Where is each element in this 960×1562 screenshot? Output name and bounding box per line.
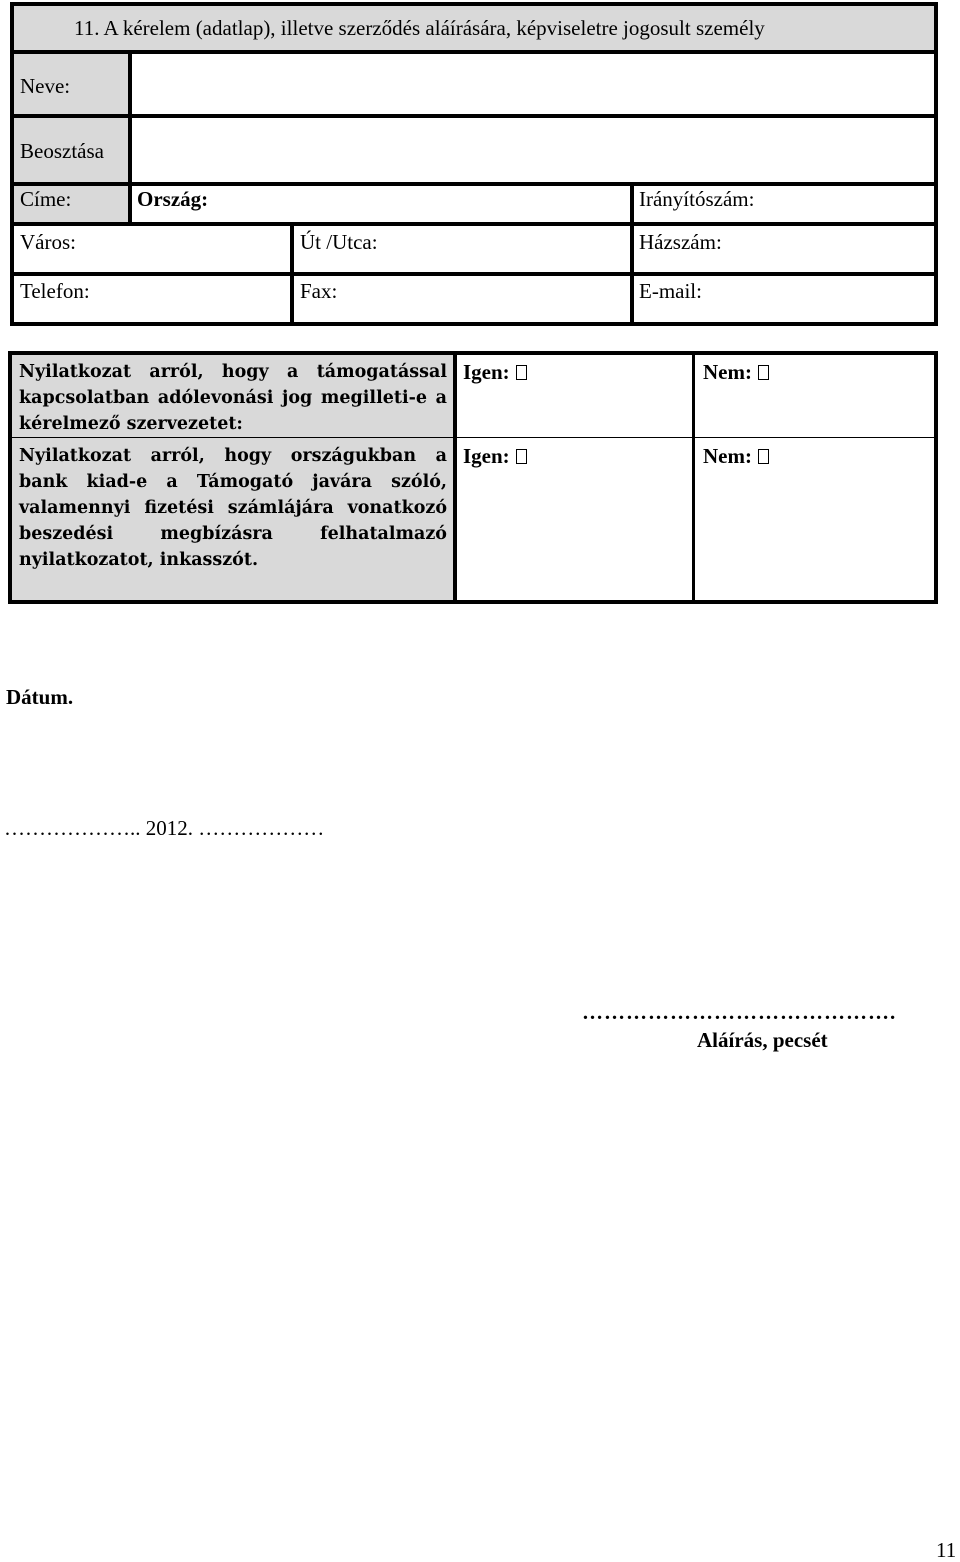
declaration-row-separator — [12, 437, 934, 438]
declaration-1-no-label: Nem: — [703, 360, 752, 384]
declaration-text-1: Nyilatkozat arról, hogy a támogatással kapcsolatban adólevonási jog megilleti-e a kérelmező szervezetet: — [19, 362, 447, 434]
no-column-divider — [692, 355, 695, 600]
city-label: Város: — [20, 230, 76, 254]
street-label: Út /Utca: — [300, 230, 378, 254]
declaration-2-no[interactable] — [703, 446, 769, 467]
declaration-1-yes-label: Igen: — [463, 360, 510, 384]
declaration-1-yes[interactable] — [463, 362, 527, 383]
name-label: Neve: — [20, 74, 71, 98]
email-label: E-mail: — [639, 279, 702, 303]
phone-label: Telefon: — [20, 279, 90, 303]
date-line[interactable]: ……………….. 2012. ……………… — [4, 816, 325, 840]
position-field[interactable] — [128, 114, 938, 186]
fax-label: Fax: — [300, 279, 338, 303]
declaration-2-yes-checkbox[interactable] — [516, 449, 527, 464]
declaration-2-no-checkbox[interactable] — [758, 449, 769, 464]
section-title: 11. A kérelem (adatlap), illetve szerződés aláírására, képviseletre jogosult személy — [74, 16, 765, 40]
declaration-text-2: Nyilatkozat arról, hogy országukban a bank kiad-e a Támogató javára szóló, valamennyi fizetési számlájára vonatkozó beszedési megbízásra felhatalmazó nyilatkozatot, inkasszót. — [19, 446, 447, 570]
signature-label: Aláírás, pecsét — [697, 1028, 828, 1052]
address-label: Címe: — [20, 187, 72, 211]
zip-label: Irányítószám: — [639, 187, 755, 211]
declaration-2-no-label: Nem: — [703, 444, 752, 468]
position-label: Beosztása — [20, 139, 104, 163]
date-label: Dátum. — [6, 685, 74, 709]
country-label: Ország: — [137, 187, 209, 211]
declaration-1-no-checkbox[interactable] — [758, 365, 769, 380]
declaration-2-yes[interactable] — [463, 446, 527, 467]
declaration-1-no[interactable] — [703, 362, 769, 383]
signature-dots: ……………………………………. — [582, 1000, 897, 1024]
declaration-2-yes-label: Igen: — [463, 444, 510, 468]
name-field[interactable] — [128, 50, 938, 118]
fax-field[interactable] — [290, 272, 634, 326]
house-number-label: Házszám: — [639, 230, 722, 254]
yes-column-divider — [453, 355, 457, 600]
page-number: 11 — [936, 1538, 957, 1562]
declaration-1-yes-checkbox[interactable] — [516, 365, 527, 380]
